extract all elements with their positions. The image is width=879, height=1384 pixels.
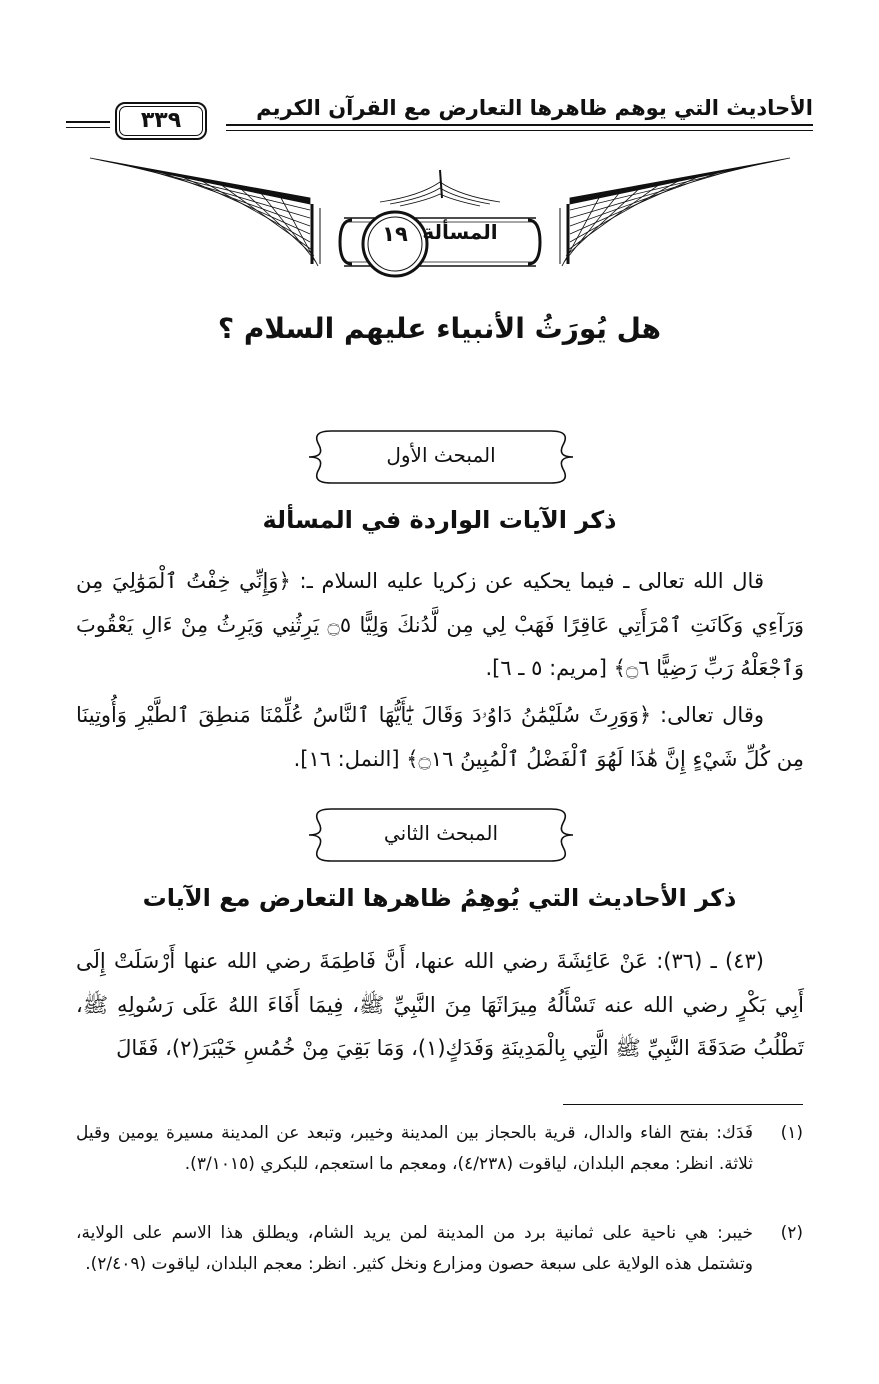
section-heading-2: ذكر الأحاديث التي يُوهِمُ ظاهرها التعارض مع الآيات: [142, 884, 737, 912]
header-rule-thin: [226, 130, 813, 131]
masala-label: المسألة: [422, 220, 498, 244]
paragraph-hadith: (٤٣) ـ (٣٦): عَنْ عَائِشَةَ رضي الله عنها، أَنَّ فَاطِمَةَ رضي الله عنها أَرْسَلَتْ إِلَى أَبِي بَكْرٍ رضي الله عنه تَسْأَلُهُ مِيرَاثَهَا مِنَ النَّبِيِّ ﷺ، فِيمَا أَفَاءَ اللهُ عَلَى رَسُولِهِ ﷺ، تَطْلُبُ صَدَقَةَ النَّبِيِّ ﷺ الَّتِي بِالْمَدِينَةِ وَفَدَكٍ(١)، وَمَا بَقِيَ مِنْ خُمُسِ خَيْبَرَ(٢)، فَقَالَ: [76, 949, 804, 1060]
footnote-rule: [563, 1104, 803, 1105]
section-frame-1: [305, 425, 577, 489]
section-heading-1: ذكر الآيات الواردة في المسألة: [262, 506, 617, 534]
page-number: ٣٣٩: [140, 108, 182, 133]
masala-ornament: [80, 152, 800, 282]
section-frame-2: [305, 803, 577, 867]
footnote-1: [76, 1118, 803, 1180]
footnote-text: خيبر: هي ناحية على ثمانية برد من المدينة لمن يريد الشام، ويطلق هذا الاسم على الولاية، وتشتمل هذه الولاية على سبعة حصون ومزارع ونخل كثير. انظر: معجم البلدان، لياقوت (٢/٤٠٩).: [76, 1223, 753, 1274]
footnote-text: فَدَك: بفتح الفاء والدال، قرية بالحجاز بين المدينة وخيبر، وتبعد عن المدينة مسيرة يومين وقيل ثلاثة. انظر: معجم البلدان، لياقوت (٤/٢٣٨)، ومعجم ما استعجم، للبكري (٣/١٠١٥).: [76, 1123, 753, 1174]
footnote-number: (٢): [780, 1223, 803, 1243]
header-rule: [226, 124, 813, 126]
section-label-2: المبحث الثاني: [383, 821, 499, 845]
running-title: الأحاديث التي يوهم ظاهرها التعارض مع القرآن الكريم: [256, 96, 813, 120]
footnote-2: [76, 1218, 803, 1280]
footnote-number: (١): [780, 1123, 803, 1143]
chapter-title: هل يُورَثُ الأنبياء عليهم السلام ؟: [217, 312, 662, 345]
page-number-rule-left-thin: [66, 127, 110, 128]
page-number-box: [115, 102, 207, 140]
section-label-1: المبحث الأول: [386, 443, 496, 467]
paragraph-verse-2: وقال تعالى: ﴿وَوَرِثَ سُلَيْمَٰنُ دَاوُۥدَ وَقَالَ يَٰٓأَيُّهَا ٱلنَّاسُ عُلِّمْنَا مَنطِقَ ٱلطَّيْرِ وَأُوتِينَا مِن كُلِّ شَيْءٍ إِنَّ هَٰذَا لَهُوَ ٱلْفَضْلُ ٱلْمُبِينُ ۝١٦﴾ [النمل: ١٦].: [76, 703, 804, 771]
masala-number: ١٩: [382, 222, 408, 246]
page-number-rule-left: [66, 121, 110, 123]
paragraph-verse-1: قال الله تعالى ـ فيما يحكيه عن زكريا عليه السلام ـ: ﴿وَإِنِّي خِفْتُ ٱلْمَوَٰلِيَ مِن وَرَآءِي وَكَانَتِ ٱمْرَأَتِي عَاقِرًا فَهَبْ لِي مِن لَّدُنكَ وَلِيًّا ۝٥ يَرِثُنِي وَيَرِثُ مِنْ ءَالِ يَعْقُوبَ وَٱجْعَلْهُ رَبِّ رَضِيًّا ۝٦﴾ [مريم: ٥ ـ ٦].: [76, 569, 804, 680]
